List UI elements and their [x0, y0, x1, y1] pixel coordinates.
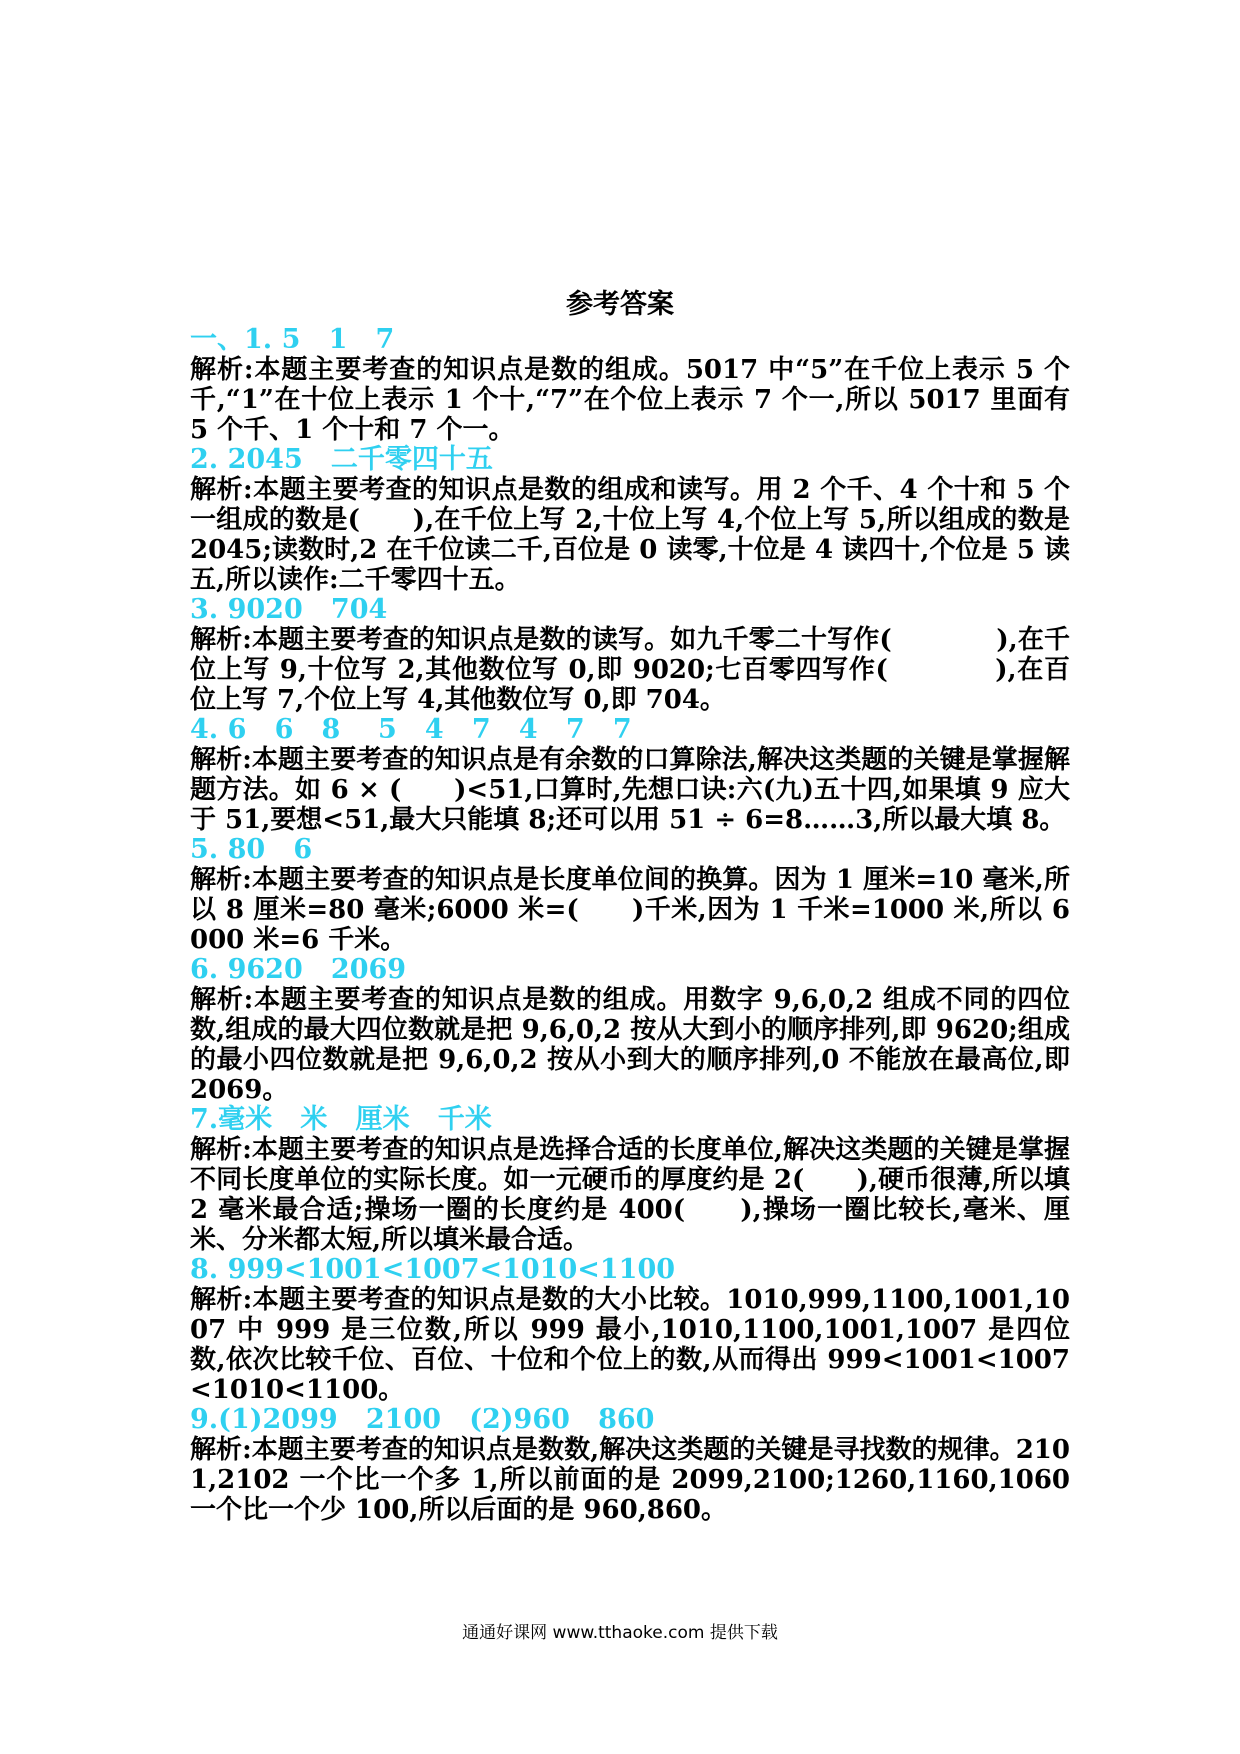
answer-item: [190, 835, 1070, 955]
page-title: 参考答案: [566, 289, 674, 320]
answer-line: 7.毫米 米 厘米 千米: [190, 1104, 492, 1135]
answer-line: 6. 9620 2069: [190, 954, 407, 985]
explanation-text: 解析:本题主要考查的知识点是数数,解决这类题的关键是寻找数的规律。2101,2102 一个比一个多 1,所以前面的是 2099,2100;1260,1160,1060 一个比一个少 100,所以后面的是 960,860。: [190, 1435, 1070, 1525]
explanation-text: 解析:本题主要考查的知识点是有余数的口算除法,解决这类题的关键是掌握解题方法。如 6 × ( )<51,口算时,先想口诀:六(九)五十四,如果填 9 应大于 51,要想<51,最大只能填 8;还可以用 51 ÷ 6=8……3,所以最大填 8。: [190, 745, 1070, 835]
answer-line: 5. 80 6: [190, 834, 313, 865]
answer-line: 4. 6 6 8 5 4 7 4 7 7: [190, 714, 632, 745]
answer-item: [190, 595, 1070, 715]
answer-line: 9.(1)2099 2100 (2)960 860: [190, 1404, 655, 1435]
answer-item: [190, 955, 1070, 1105]
answer-line: 3. 9020 704: [190, 594, 388, 625]
explanation-text: 解析:本题主要考查的知识点是数的读写。如九千零二十写作( ),在千位上写 9,十位写 2,其他数位写 0,即 9020;七百零四写作( ),在百位上写 7,个位上写 4,其他数位写 0,即 704。: [190, 625, 1070, 715]
explanation-text: 解析:本题主要考查的知识点是长度单位间的换算。因为 1 厘米=10 毫米,所以 8 厘米=80 毫米;6000 米=( )千米,因为 1 千米=1000 米,所以 6000 米=6 千米。: [190, 865, 1070, 955]
answer-item: [190, 325, 1070, 445]
answer-list: [190, 325, 1070, 1525]
explanation-text: 解析:本题主要考查的知识点是数的组成和读写。用 2 个千、4 个十和 5 个一组成的数是( ),在千位上写 2,十位上写 4,个位上写 5,所以组成的数是 2045;读数时,2 在千位读二千,百位是 0 读零,十位是 4 读四十,个位是 5 读五,所以读作:二千零四十五。: [190, 475, 1070, 595]
answer-item: [190, 1255, 1070, 1405]
answer-line: 一、1. 5 1 7: [190, 324, 395, 355]
answer-line: 8. 999<1001<1007<1010<1100: [190, 1254, 676, 1285]
answer-item: [190, 715, 1070, 835]
explanation-text: 解析:本题主要考查的知识点是数的组成。用数字 9,6,0,2 组成不同的四位数,组成的最大四位数就是把 9,6,0,2 按从大到小的顺序排列,即 9620;组成的最小四位数就是把 9,6,0,2 按从小到大的顺序排列,0 不能放在最高位,即 2069。: [190, 985, 1070, 1105]
answer-item: [190, 1105, 1070, 1255]
explanation-text: 解析:本题主要考查的知识点是选择合适的长度单位,解决这类题的关键是掌握不同长度单位的实际长度。如一元硬币的厚度约是 2( ),硬币很薄,所以填 2 毫米最合适;操场一圈的长度约是 400( ),操场一圈比较长,毫米、厘米、分米都太短,所以填米最合适。: [190, 1135, 1070, 1255]
answer-item: [190, 1405, 1070, 1525]
explanation-text: 解析:本题主要考查的知识点是数的组成。5017 中“5”在千位上表示 5 个千,“1”在十位上表示 1 个十,“7”在个位上表示 7 个一,所以 5017 里面有 5 个千、1 个十和 7 个一。: [190, 355, 1070, 445]
answer-line: 2. 2045 二千零四十五: [190, 444, 493, 475]
page-footer: 通通好课网 www.tthaoke.com 提供下载: [462, 1623, 778, 1643]
answer-item: [190, 445, 1070, 595]
explanation-text: 解析:本题主要考查的知识点是数的大小比较。1010,999,1100,1001,1007 中 999 是三位数,所以 999 最小,1010,1100,1001,1007 是四位数,依次比较千位、百位、十位和个位上的数,从而得出 999<1001<1007<1010<1100。: [190, 1285, 1070, 1405]
